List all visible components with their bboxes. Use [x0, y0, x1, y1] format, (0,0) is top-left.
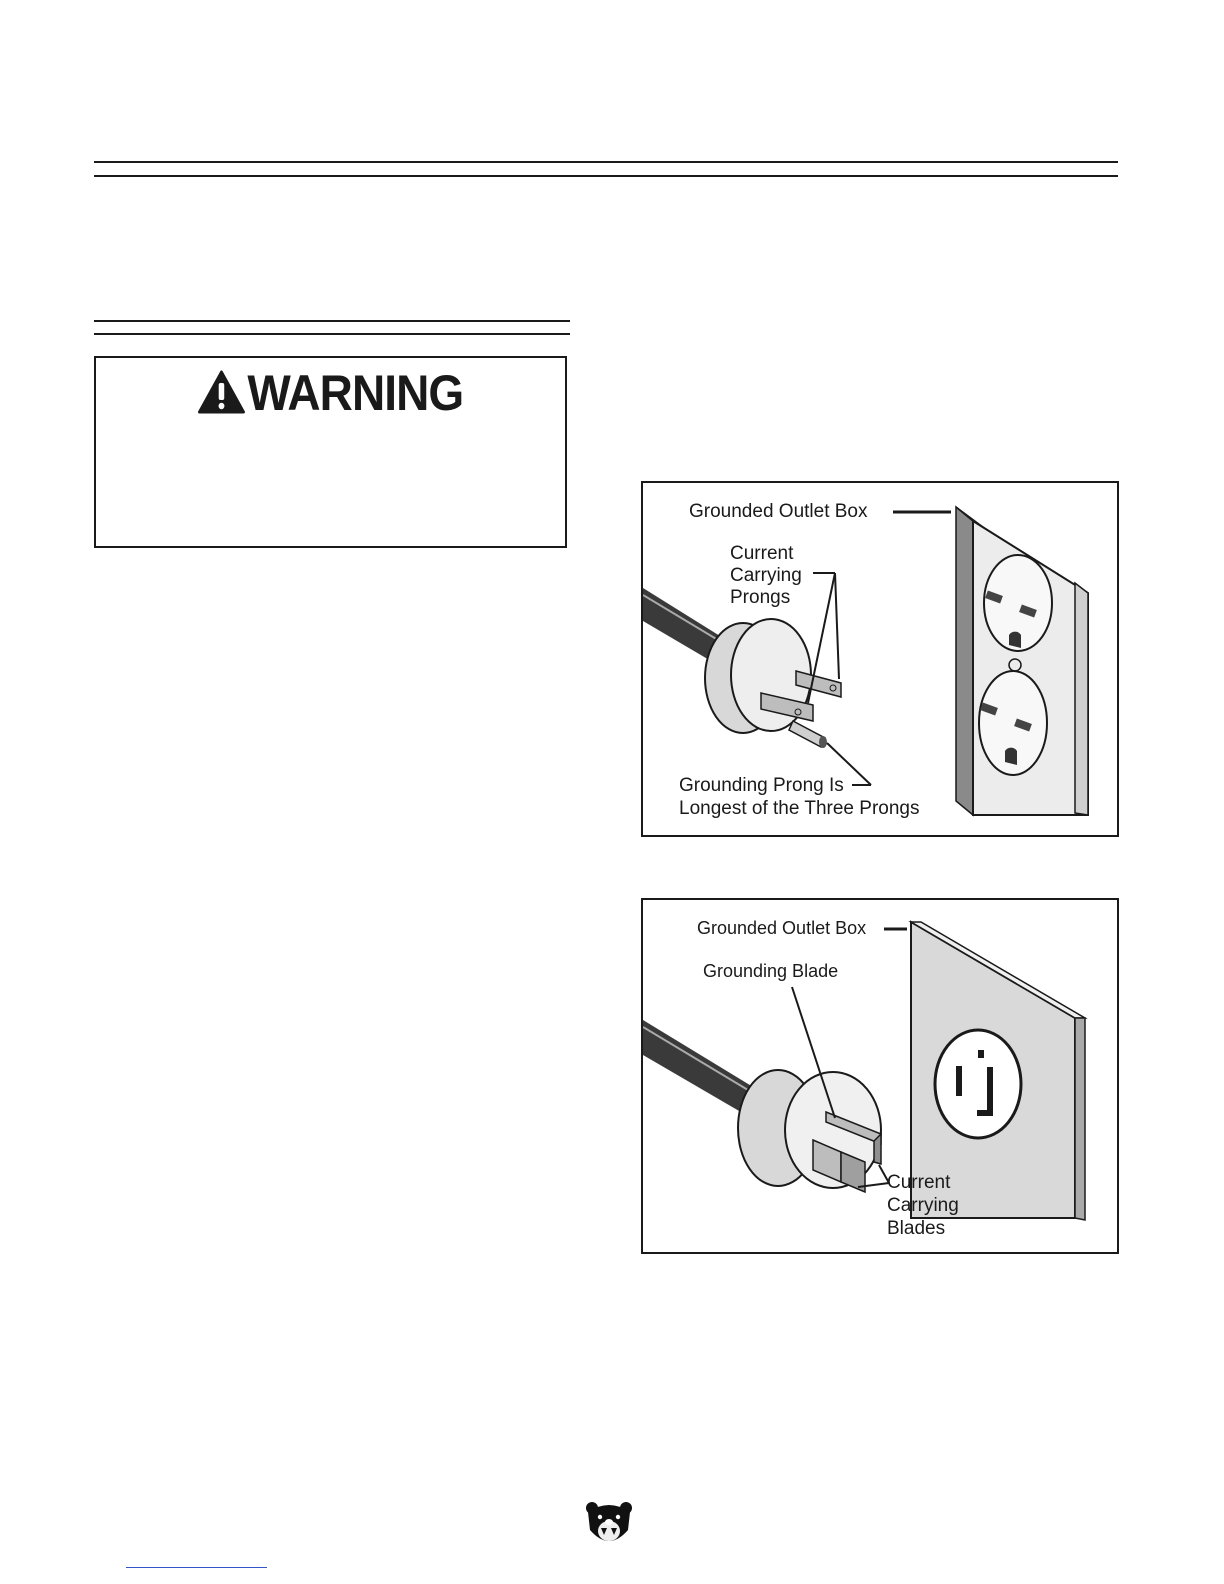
label-grounded-outlet-box-2: Grounded Outlet Box [697, 918, 867, 938]
header-rule-top [94, 161, 1118, 163]
label-current-carrying-prongs-line1: Current [730, 543, 794, 564]
figure-grounding-blade-plug [641, 898, 1119, 1254]
header-rule-bottom [94, 175, 1118, 177]
section-rule-bottom [94, 333, 570, 335]
warning-triangle-icon [198, 370, 246, 414]
grounding-blade-plug-illustration [643, 900, 1117, 1252]
label-grounded-outlet-box: Grounded Outlet Box [689, 501, 868, 522]
warning-box [94, 356, 567, 548]
warning-title: WARNING [247, 365, 464, 421]
warning-heading [115, 364, 546, 422]
label-current-carrying-blades-line3: Blades [887, 1218, 946, 1239]
label-current-carrying-prongs-line2: Carrying [730, 565, 802, 586]
label-grounding-blade: Grounding Blade [703, 961, 839, 981]
label-grounding-prong-line2: Longest of the Three Prongs [679, 798, 920, 819]
section-rule-top [94, 320, 570, 322]
bear-head-icon [584, 1500, 634, 1548]
label-current-carrying-blades-line2: Carrying [887, 1195, 959, 1216]
label-current-carrying-prongs-line3: Prongs [730, 587, 791, 608]
footer-link[interactable] [126, 1553, 267, 1568]
label-current-carrying-blades-line1: Current [887, 1172, 951, 1193]
label-grounding-prong-line1: Grounding Prong Is [679, 775, 844, 796]
figure-three-prong-plug [641, 481, 1119, 837]
